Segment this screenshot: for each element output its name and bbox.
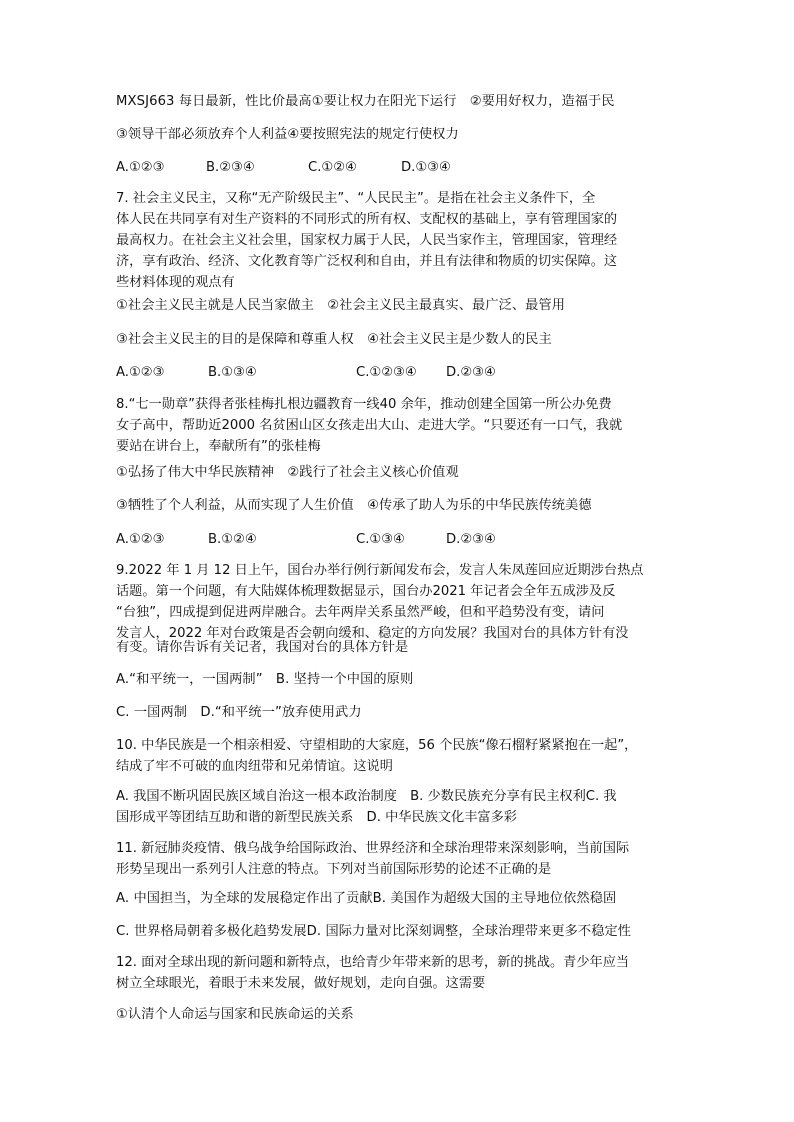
q9-line: 话题。第一个问题，有大陆媒体梳理数据显示，国台办2021 年记者会全年五成涉及反 (116, 584, 616, 599)
q8-line: 女子高中，帮助近2000 名贫困山区女孩走出大山、走进大学。“只要还有一口气，我就 (116, 418, 623, 433)
q9-option-line: A.“和平统一，一国两制” B. 坚持一个中国的原则 (116, 672, 414, 687)
q9-option-line: C. 一国两制 D.“和平统一”放弃使用武力 (116, 705, 362, 720)
q11-option-line: C. 世界格局朝着多极化趋势发展D. 国际力量对比深刻调整，全球治理带来更多不稳定性 (116, 924, 632, 939)
q11-line: 11. 新冠肺炎疫情、俄乌战争给国际政治、世界经济和全球治理带来深刻影响，当前国际 (116, 841, 630, 856)
q8-option-a: A.①②③ (116, 532, 165, 547)
q7-line: 7. 社会主义民主，又称“无产阶级民主”、“人民民主”。是指在社会主义条件下，全 (116, 191, 596, 206)
q10-stem (116, 735, 682, 777)
q12-stem (116, 952, 682, 994)
q12-line: 树立全球眼光，着眼于未来发展，做好规划，走向自强。这需要 (116, 976, 486, 991)
q7-statement: ③社会主义民主的目的是保障和尊重人权 ④社会主义民主是少数人的民主 (116, 332, 552, 347)
q6-statement-line: ③领导干部必须放弃个人利益④要按照宪法的规定行使权力 (116, 127, 459, 142)
q11-option-line: A. 中国担当，为全球的发展稳定作出了贡献B. 美国作为超级大国的主导地位依然稳固 (116, 891, 617, 906)
q7-line: 体人民在共同享有对生产资料的不同形式的所有权、支配权的基础上，享有管理国家的 (116, 212, 618, 227)
q8-option-c: C.①③④ (356, 532, 405, 547)
q12-line: 12. 面对全球出现的新问题和新特点，也给青少年带来新的思考，新的挑战。青少年应当 (116, 955, 630, 970)
q7-statement: ①社会主义民主就是人民当家做主 ②社会主义民主最真实、最广泛、最管用 (116, 298, 566, 313)
q10-option-line: 国形成平等团结互助和谐的新型民族关系 D. 中华民族文化丰富多彩 (116, 810, 517, 825)
q7-option-a: A.①②③ (116, 365, 165, 380)
q7-option-d: D.②③④ (446, 365, 496, 380)
q7-line: 些材料体现的观点有 (116, 275, 235, 290)
q12-statement: ①认清个人命运与国家和民族命运的关系 (116, 1007, 354, 1022)
q9-line: 有变。请你告诉有关记者，我国对台的具体方针是 (116, 640, 409, 655)
q10-options (116, 786, 682, 828)
q6-option-c: C.①②④ (308, 160, 357, 175)
q7-option-c: C.①②③④ (356, 365, 417, 380)
q9-stem (116, 560, 682, 644)
q6-option-a: A.①②③ (116, 160, 165, 175)
q7-line: 最高权力。在社会主义社会里，国家权力属于人民，人民当家作主，管理国家，管理经 (116, 233, 618, 248)
q8-option-b: B.①②④ (208, 532, 257, 547)
q6-option-b: B.②③④ (206, 160, 255, 175)
q8-line: 8.“七一勋章”获得者张桂梅扎根边疆教育一线40 余年，推动创建全国第一所公办免费 (116, 397, 612, 412)
q8-statement: ③牺牲了个人利益，从而实现了人生价值 ④传承了助人为乐的中华民族传统美德 (116, 498, 592, 513)
q9-line: 发言人，2022 年对台政策是否会朝向缓和、稳定的方向发展？我国对台的具体方针有没 (116, 626, 629, 641)
q9-line: 9.2022 年 1 月 12 日上午，国台办举行例行新闻发布会，发言人朱凤莲回应近期涉台热点 (116, 563, 644, 578)
q10-line: 结成了牢不可破的血肉纽带和兄弟情谊。这说明 (116, 759, 393, 774)
header-line: MXSJ663 每日最新，性比价最高①要让权力在阳光下运行 ②要用好权力，造福于民 (116, 94, 615, 109)
q11-line: 形势呈现出一系列引人注意的特点。下列对当前国际形势的论述不正确的是 (116, 862, 552, 877)
q10-option-line: A. 我国不断巩固民族区域自治这一根本政治制度 B. 少数民族充分享有民主权利C. 我 (116, 789, 617, 804)
q10-line: 10. 中华民族是一个相亲相爱、守望相助的大家庭，56 个民族“像石榴籽紧紧抱在一起”， (116, 738, 638, 753)
q7-option-b: B.①③④ (208, 365, 257, 380)
q9-line: “台独”，四成提到促进两岸融合。去年两岸关系虽然严峻，但和平趋势没有变，请问 (116, 605, 605, 620)
q6-option-d: D.①③④ (401, 160, 451, 175)
q7-stem (116, 188, 682, 293)
q8-line: 要站在讲台上，奉献所有”的张桂梅 (116, 439, 321, 454)
q8-stem (116, 394, 682, 457)
q7-line: 济，享有政治、经济、文化教育等广泛权利和自由，并且有法律和物质的切实保障。这 (116, 254, 618, 269)
q11-stem (116, 838, 682, 880)
q8-option-d: D.②③④ (446, 532, 496, 547)
q8-statement: ①弘扬了伟大中华民族精神 ②践行了社会主义核心价值观 (116, 465, 459, 480)
